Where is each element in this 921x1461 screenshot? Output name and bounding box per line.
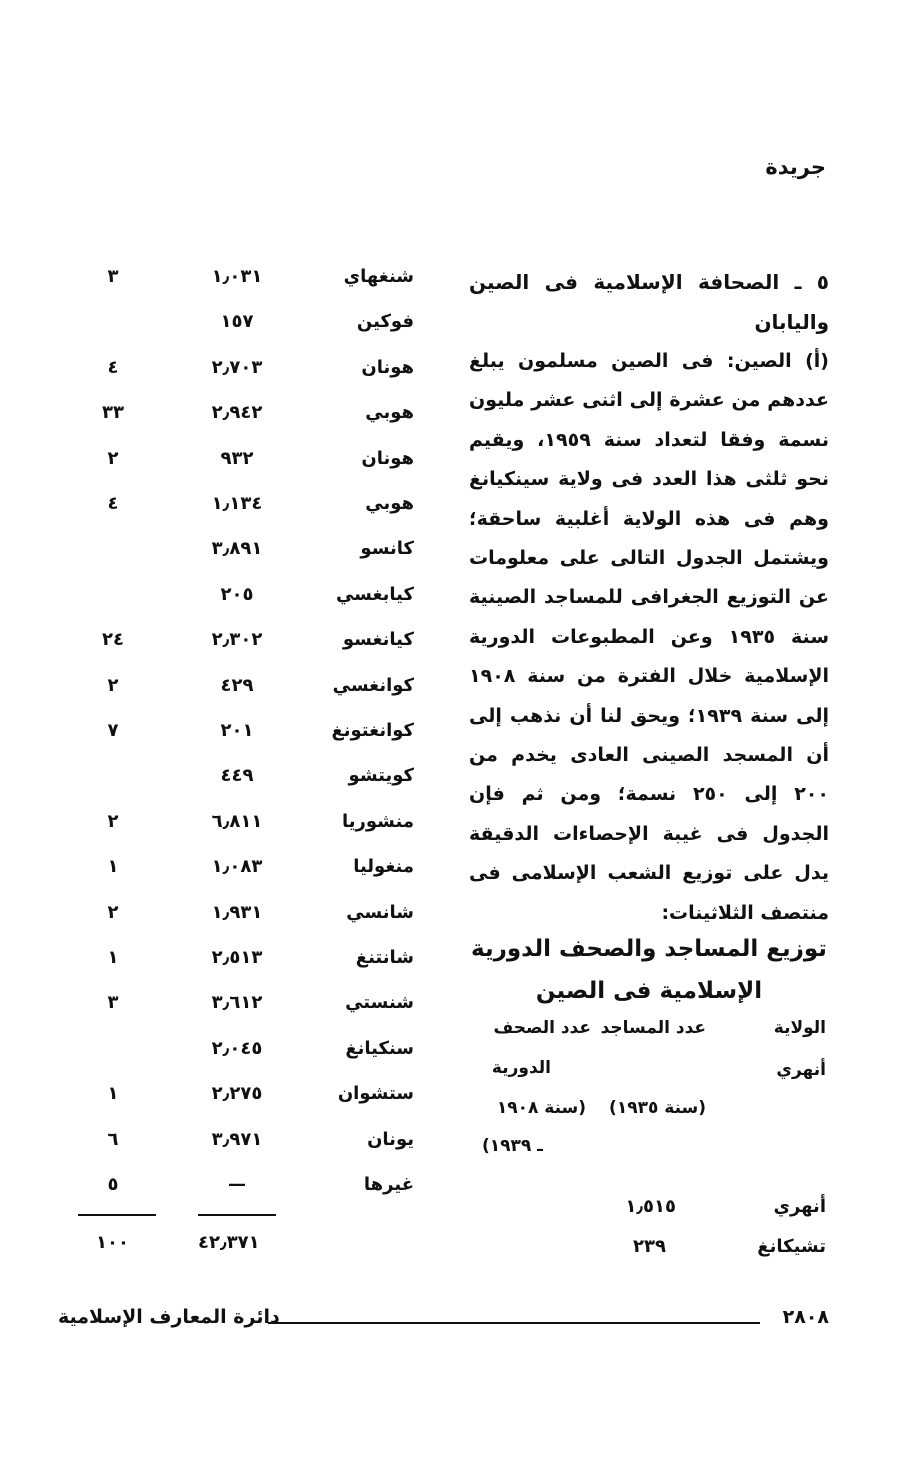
footer-rule bbox=[268, 1322, 760, 1324]
table-row bbox=[60, 1129, 420, 1165]
province-name: شانتنغ bbox=[355, 947, 414, 968]
province-name: شنغهاي bbox=[343, 266, 414, 287]
province-name: هونان bbox=[361, 356, 414, 378]
table-row bbox=[60, 629, 420, 665]
table-row bbox=[60, 675, 420, 711]
province-name: هوبي bbox=[365, 493, 414, 514]
column-header-mosques-year: (سنة ١٩٣٥) bbox=[609, 1098, 706, 1118]
table-row bbox=[60, 947, 420, 983]
province-name: شنستي bbox=[345, 992, 414, 1014]
province-name: كوانغسي bbox=[332, 674, 414, 696]
province-name: فوكين bbox=[356, 311, 414, 333]
periodical-count: ٦ bbox=[107, 1128, 119, 1150]
province-name: سنكيانغ bbox=[345, 1037, 414, 1059]
column-header-periodicals: عدد الصحف bbox=[493, 1018, 591, 1038]
table-row bbox=[60, 1038, 420, 1074]
table-row bbox=[60, 584, 420, 620]
mosque-count: ٢٫٩٤٢ bbox=[211, 402, 263, 424]
mosque-count: ٢٫٠٤٥ bbox=[211, 1037, 263, 1059]
mosque-count: ٢٫٧٠٣ bbox=[211, 356, 263, 378]
province-table bbox=[60, 262, 420, 1262]
periodical-count: ٣٣ bbox=[102, 402, 124, 424]
table-row bbox=[60, 266, 420, 302]
periodical-count: ١ bbox=[107, 947, 119, 968]
table-row bbox=[60, 402, 420, 438]
periodical-count: ١ bbox=[107, 856, 119, 878]
mosque-count: ٩٣٢ bbox=[220, 447, 254, 469]
mosque-count: ١٫٩٣١ bbox=[211, 901, 263, 923]
page-number: ٢٨٠٨ bbox=[782, 1306, 829, 1328]
periodical-count: ٥ bbox=[107, 1174, 119, 1195]
total-mosques: ٤٢٫٣٧١ bbox=[198, 1232, 260, 1253]
periodical-count: ٤ bbox=[107, 493, 119, 514]
sum-rule-mosques bbox=[198, 1214, 276, 1216]
mosque-count: ٣٫٦١٢ bbox=[211, 992, 263, 1014]
province-name: هوبي bbox=[365, 402, 414, 424]
mosque-count: ٢٫٥١٣ bbox=[211, 947, 263, 968]
article-column bbox=[469, 262, 829, 933]
province-name: منشوريا bbox=[342, 810, 414, 832]
mosque-count: ٢٫٣٠٢ bbox=[211, 629, 263, 651]
table-row-province: أنهري bbox=[773, 1196, 826, 1217]
periodical-count: ٧ bbox=[107, 720, 119, 741]
periodical-count: ٢ bbox=[107, 901, 119, 923]
periodical-count: ٢٤ bbox=[102, 629, 124, 651]
book-title: دائرة المعارف الإسلامية bbox=[58, 1306, 280, 1328]
province-name: منغوليا bbox=[353, 856, 414, 878]
province-name: كيابغسي bbox=[335, 583, 414, 605]
table-row bbox=[60, 902, 420, 938]
table-title: توزيع المساجد والصحف الدورية الإسلامية فى الصين bbox=[471, 936, 827, 1004]
mosque-count: ٦٫٨١١ bbox=[211, 810, 263, 832]
mosque-count: ٣٫٨٩١ bbox=[211, 538, 263, 560]
periodical-count: ٣ bbox=[107, 266, 119, 287]
periodical-count: ٢ bbox=[107, 674, 119, 696]
section-heading: ٥ ـ الصحافة الإسلامية فى الصين واليابان bbox=[469, 270, 829, 334]
table-row-mosques: ٢٣٩ bbox=[633, 1236, 666, 1257]
periodical-count: ١ bbox=[107, 1083, 119, 1105]
table-row bbox=[60, 357, 420, 393]
periodical-count: ٢ bbox=[107, 810, 119, 832]
mosque-count: — bbox=[228, 1174, 246, 1195]
mosque-count: ٢٠١ bbox=[220, 720, 254, 741]
table-row bbox=[60, 311, 420, 347]
running-header: جريدة bbox=[765, 155, 826, 179]
sum-rule-periodicals bbox=[78, 1214, 156, 1216]
province-name: كوانغتونغ bbox=[331, 720, 414, 741]
table-row-mosques: ١٫٥١٥ bbox=[625, 1196, 676, 1217]
table-row bbox=[60, 856, 420, 892]
periodical-count: ٤ bbox=[107, 356, 119, 378]
column-header-province-example: أنهري bbox=[776, 1060, 826, 1080]
table-row bbox=[60, 538, 420, 574]
table-row bbox=[60, 448, 420, 484]
mosque-count: ٢٠٥ bbox=[220, 583, 254, 605]
mosque-count: ١٫٠٨٣ bbox=[211, 856, 263, 878]
table-row bbox=[60, 811, 420, 847]
table-row bbox=[60, 765, 420, 801]
table-row bbox=[60, 720, 420, 756]
province-name: كانسو bbox=[360, 538, 414, 560]
table-row bbox=[60, 1174, 420, 1210]
mosque-count: ٤٢٩ bbox=[220, 674, 254, 696]
table-row bbox=[60, 992, 420, 1028]
province-name: كيانغسو bbox=[342, 629, 414, 651]
column-header-periodicals-year-end: ـ ١٩٣٩) bbox=[481, 1136, 543, 1156]
mosque-count: ١٥٧ bbox=[220, 311, 254, 333]
mosque-count: ٤٤٩ bbox=[220, 765, 254, 787]
province-name: يونان bbox=[367, 1128, 414, 1150]
total-periodicals: ١٠٠ bbox=[96, 1232, 129, 1253]
table-row bbox=[60, 1083, 420, 1119]
province-name: هونان bbox=[361, 447, 414, 469]
mosque-count: ١٫٠٣١ bbox=[211, 266, 263, 287]
column-header-periodicals-year: (سنة ١٩٠٨ bbox=[496, 1098, 586, 1118]
column-header-province: الولاية bbox=[773, 1018, 826, 1038]
periodical-count: ٢ bbox=[107, 447, 119, 469]
column-header-mosques: عدد المساجد bbox=[600, 1018, 706, 1038]
periodical-count: ٣ bbox=[107, 992, 119, 1014]
mosque-count: ٣٫٩٧١ bbox=[211, 1128, 263, 1150]
body-paragraph: (أ) الصين: فى الصين مسلمون يبلغ عددهم من عشرة إلى اثنى عشر مليون نسمة وفقا لتعداد سنة ١٩٥٩، ويقيم نحو ثلثى هذا العدد فى ولاية سينكيانغ وهم فى هذه الولاية أغلبية ساحقة؛ ويشتمل الجدول التالى على معلومات عن التوزيع الجغرافى للمساجد الصينية سنة ١٩٣٥ وعن المطبوعات الدورية الإسلامية خلال الفترة من سنة ١٩٠٨ إلى سنة ١٩٣٩؛ ويحق لنا أن نذهب إلى أن المسجد الصينى العادى يخدم من ٢٠٠ إلى ٢٥٠ نسمة؛ ومن ثم فإن الجدول فى غيبة الإحصاءات الدقيقة يدل على توزيع الشعب الإسلامى فى منتصف الثلاثينات: bbox=[469, 350, 829, 924]
province-name: كويتشو bbox=[348, 765, 414, 787]
table-row-province: تشيكانغ bbox=[757, 1236, 826, 1257]
mosque-count: ١٫١٣٤ bbox=[211, 493, 263, 514]
column-header-periodicals-line2: الدورية bbox=[491, 1058, 551, 1078]
table-row bbox=[60, 493, 420, 529]
province-name: شانسي bbox=[346, 901, 414, 923]
province-name: غيرها bbox=[363, 1174, 414, 1195]
mosque-count: ٢٫٢٧٥ bbox=[211, 1083, 263, 1105]
province-name: ستشوان bbox=[337, 1083, 414, 1105]
